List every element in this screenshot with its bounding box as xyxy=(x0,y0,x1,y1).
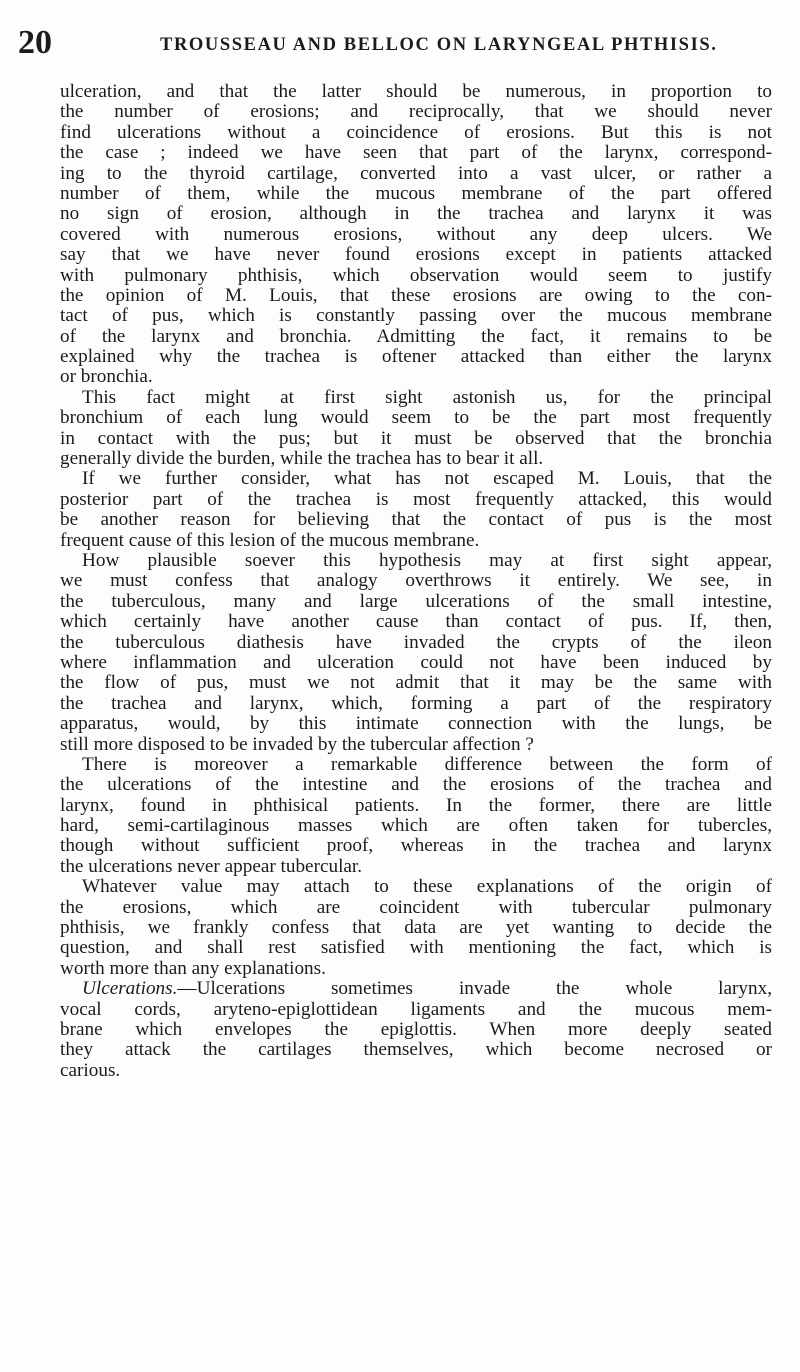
body-text xyxy=(60,82,772,1081)
section-heading: Ulcerations. xyxy=(82,978,178,1000)
text-line: covered with numerous erosions, without any deep ulcers. We xyxy=(60,223,772,245)
running-head: TROUSSEAU AND BELLOC ON LARYNGEAL PHTHISIS. xyxy=(160,35,718,55)
text-line: still more disposed to be invaded by the tubercular affection ? xyxy=(60,733,534,755)
text-line: the tuberculous diathesis have invaded the crypts of the ileon xyxy=(60,631,772,653)
text-line: the tuberculous, many and large ulcerations of the small intestine, xyxy=(60,590,772,612)
text-line: of the larynx and bronchia. Admitting the fact, it remains to be xyxy=(60,325,772,347)
text-line: larynx, found in phthisical patients. In the former, there are little xyxy=(60,794,772,816)
text-line: carious. xyxy=(60,1059,121,1081)
text-line: which certainly have another cause than contact of pus. If, then, xyxy=(60,611,772,633)
text-line: the trachea and larynx, which, forming a part of the respiratory xyxy=(60,692,772,714)
text-line: explained why the trachea is oftener attacked than either the larynx xyxy=(60,346,772,368)
text-line: apparatus, would, by this intimate connection with the lungs, be xyxy=(60,713,772,735)
text-line: with pulmonary phthisis, which observation would seem to justify xyxy=(60,264,772,286)
text-line: generally divide the burden, while the trachea has to bear it all. xyxy=(60,448,544,470)
text-line: worth more than any explanations. xyxy=(60,957,326,979)
text-line: the case ; indeed we have seen that part of the larynx, correspond- xyxy=(60,142,772,164)
text-line: If we further consider, what has not escaped M. Louis, that the xyxy=(82,468,772,490)
text-line: the number of erosions; and reciprocally, that we should never xyxy=(60,101,772,123)
text-line: in contact with the pus; but it must be observed that the bronchia xyxy=(60,427,772,449)
text-line: tact of pus, which is constantly passing over the mucous membrane xyxy=(60,305,772,327)
text-line xyxy=(60,979,772,999)
text-line: ulceration, and that the latter should be numerous, in proportion to xyxy=(60,81,772,102)
page-header xyxy=(18,24,770,64)
text-line: number of them, while the mucous membrane of the part offered xyxy=(60,182,772,204)
text-line: There is moreover a remarkable difference between the form of xyxy=(82,753,772,775)
text-line: the opinion of M. Louis, that these erosions are owing to the con- xyxy=(60,284,772,306)
text-line: This fact might at first sight astonish us, for the principal xyxy=(82,386,772,408)
text-line: though without sufficient proof, whereas in the trachea and larynx xyxy=(60,835,772,857)
text-line: we must confess that analogy overthrows it entirely. We see, in xyxy=(60,570,772,592)
text-line: frequent cause of this lesion of the mucous membrane. xyxy=(60,529,480,551)
text-line: Whatever value may attach to these explanations of the origin of xyxy=(82,876,772,898)
text-line: bronchium of each lung would seem to be the part most frequently xyxy=(60,407,772,429)
text-line: ing to the thyroid cartilage, converted into a vast ulcer, or rather a xyxy=(60,162,772,184)
page-number: 20 xyxy=(18,24,52,61)
text-line: posterior part of the trachea is most frequently attacked, this would xyxy=(60,488,772,510)
text-line: phthisis, we frankly confess that data are yet wanting to decide the xyxy=(60,917,772,939)
section-text: —Ulcerations sometimes invade the whole larynx, xyxy=(177,978,772,1000)
text-line: find ulcerations without a coincidence of erosions. But this is not xyxy=(60,121,772,143)
text-line: be another reason for believing that the contact of pus is the most xyxy=(60,509,772,531)
text-line: or bronchia. xyxy=(60,366,153,388)
text-line: the erosions, which are coincident with tubercular pulmonary xyxy=(60,896,772,918)
text-line: the ulcerations never appear tubercular. xyxy=(60,855,363,877)
text-line: the flow of pus, must we not admit that it may be the same with xyxy=(60,672,772,694)
text-line: say that we have never found erosions except in patients attacked xyxy=(60,244,772,266)
text-line: brane which envelopes the epiglottis. When more deeply seated xyxy=(60,1018,772,1040)
text-line: they attack the cartilages themselves, which become necrosed or xyxy=(60,1039,772,1061)
text-line: where inflammation and ulceration could not have been induced by xyxy=(60,651,772,673)
text-line: no sign of erosion, although in the trachea and larynx it was xyxy=(60,203,772,225)
text-line: vocal cords, aryteno-epiglottidean ligaments and the mucous mem- xyxy=(60,998,772,1020)
text-line: How plausible soever this hypothesis may at first sight appear, xyxy=(82,549,772,571)
text-line: the ulcerations of the intestine and the erosions of the trachea and xyxy=(60,774,772,796)
text-line: question, and shall rest satisfied with mentioning the fact, which is xyxy=(60,937,772,959)
text-line: hard, semi-cartilaginous masses which are often taken for tubercles, xyxy=(60,815,772,837)
